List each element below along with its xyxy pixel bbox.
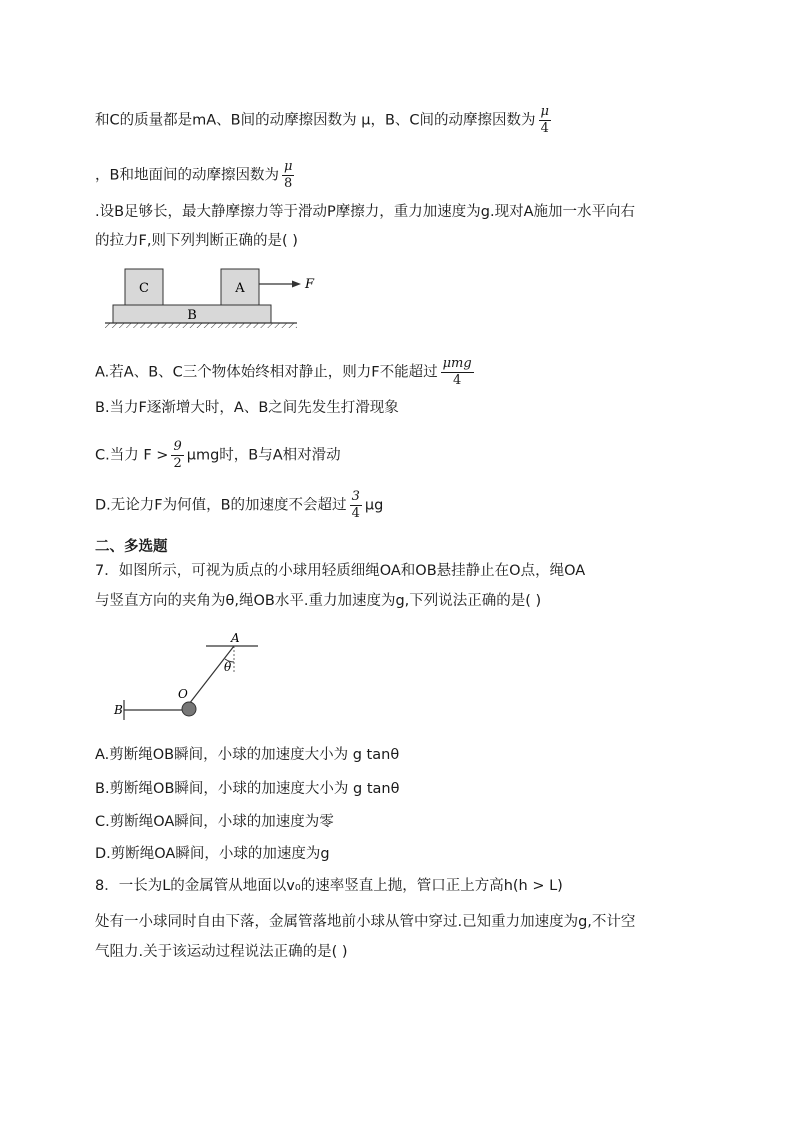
q7-option-a: A.剪断绳OB瞬间，小球的加速度大小为 g tanθ: [95, 747, 400, 763]
q8-line-1: 8．一长为L的金属管从地面以v₀的速率竖直上抛，管口正上方高h(h > L): [95, 878, 563, 894]
point-a-label: A: [231, 631, 240, 645]
q7-option-b: B.剪断绳OB瞬间，小球的加速度大小为 g tanθ: [95, 781, 400, 797]
ground-hatch: [105, 323, 297, 328]
section-title: 二、多选题: [95, 539, 168, 555]
q6-line-1-text: 和C的质量都是mA、B间的动摩擦因数为 μ，B、C间的动摩擦因数为: [95, 112, 536, 129]
q6-line-3: .设B足够长，最大静摩擦力等于滑动P摩擦力，重力加速度为g.现对A施加一水平向右: [95, 204, 636, 220]
theta-label: θ: [224, 660, 232, 674]
q6-line-1: [95, 104, 554, 137]
point-b-label: B: [114, 703, 123, 717]
ball: [182, 702, 196, 716]
q6-option-c-prefix: C.当力 F >: [95, 447, 169, 464]
q6-option-a-text: A.若A、B、C三个物体始终相对静止，则力F不能超过: [95, 364, 438, 381]
q6-line-2: [95, 159, 297, 192]
fraction-mumg-over-4: $\frac{\text{μmg}}{4}$: [442, 356, 472, 388]
q6-line-4: 的拉力F,则下列判断正确的是( ): [95, 233, 298, 249]
fraction-9-over-2: $\frac{9}{2}$: [173, 439, 182, 471]
block-a-label: A: [235, 281, 245, 296]
q6-option-d: [95, 489, 383, 522]
force-label: F: [305, 277, 315, 292]
block-b-label: B: [187, 308, 197, 323]
q7-line-1: 7．如图所示，可视为质点的小球用轻质细绳OA和OB悬挂静止在O点，绳OA: [95, 563, 586, 579]
q6-option-c: [95, 439, 341, 472]
q6-option-c-suffix: μmg时，B与A相对滑动: [186, 447, 341, 464]
block-c-label: C: [139, 281, 149, 296]
fraction-mu-over-4: $\frac{\mu}{4}$: [540, 104, 549, 136]
fraction-mu-over-8: $\frac{\mu}{8}$: [283, 159, 293, 191]
q6-option-b: B.当力F逐渐增大时，A、B之间先发生打滑现象: [95, 400, 399, 416]
fraction-3-over-4: $\frac{3}{4}$: [351, 489, 360, 521]
q6-option-d-suffix: μg: [364, 497, 384, 514]
pendulum-figure: [108, 626, 278, 726]
q7-option-c: C.剪断绳OA瞬间，小球的加速度为零: [95, 814, 334, 830]
blocks-figure: [100, 262, 330, 332]
q6-line-2-text: ，B和地面间的动摩擦因数为: [95, 167, 279, 184]
q6-option-a: [95, 356, 477, 389]
q8-line-2: 处有一小球同时自由下落，金属管落地前小球从管中穿过.已知重力加速度为g,不计空: [95, 914, 636, 930]
point-o-label: O: [178, 687, 188, 701]
q7-option-d: D.剪断绳OA瞬间，小球的加速度为g: [95, 846, 330, 862]
q8-line-3: 气阻力.关于该运动过程说法正确的是( ): [95, 944, 348, 960]
force-arrowhead: [292, 281, 301, 288]
q6-option-d-prefix: D.无论力F为何值，B的加速度不会超过: [95, 497, 347, 514]
q7-line-2: 与竖直方向的夹角为θ,绳OB水平.重力加速度为g,下列说法正确的是( ): [95, 593, 542, 609]
rope-oa: [189, 646, 234, 704]
